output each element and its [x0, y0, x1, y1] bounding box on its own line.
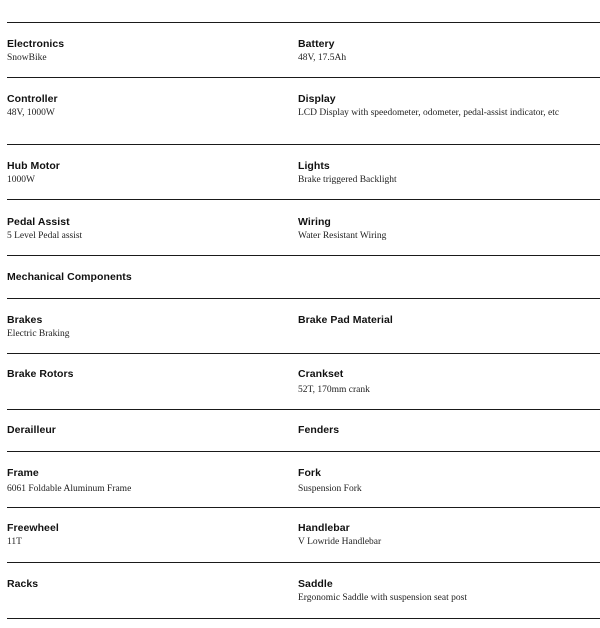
row-divider	[7, 144, 600, 145]
spec-label: Fenders	[298, 424, 340, 436]
spec-value: V Lowride Handlebar	[298, 537, 382, 547]
row-divider	[7, 507, 600, 508]
spec-value: 1000W	[7, 175, 35, 185]
section-heading-mechanical-components	[7, 271, 297, 284]
spec-cell-hub-motor	[7, 160, 297, 187]
spec-label: Lights	[298, 160, 330, 172]
spec-label: Controller	[7, 93, 58, 105]
spec-cell-brake-pad-material	[298, 314, 594, 328]
spec-cell-derailleur	[7, 424, 297, 438]
spec-cell-freewheel	[7, 522, 297, 549]
spec-label: Derailleur	[7, 424, 56, 436]
spec-label: Crankset	[298, 368, 344, 380]
spec-label: Battery	[298, 38, 335, 50]
spec-label: Saddle	[298, 578, 333, 590]
spec-cell-fenders	[298, 424, 594, 438]
spec-cell-wiring	[298, 216, 594, 243]
spec-value: Ergonomic Saddle with suspension seat post	[298, 593, 467, 603]
spec-label: Electronics	[7, 38, 65, 50]
spec-label: Fork	[298, 467, 321, 479]
spec-value: SnowBike	[7, 53, 47, 63]
row-divider	[7, 562, 600, 563]
row-divider	[7, 298, 600, 299]
spec-cell-battery	[298, 38, 594, 65]
spec-cell-fork	[298, 467, 594, 496]
row-divider	[7, 255, 600, 256]
spec-value: 48V, 17.5Ah	[298, 53, 347, 63]
row-divider	[7, 77, 600, 78]
spec-value: 52T, 170mm crank	[298, 385, 370, 395]
spec-cell-pedal-assist	[7, 216, 297, 243]
row-divider	[7, 353, 600, 354]
spec-label: Handlebar	[298, 522, 350, 534]
spec-value: LCD Display with speedometer, odometer, pedal-assist indicator, etc	[298, 108, 560, 118]
row-divider	[7, 22, 600, 23]
spec-cell-handlebar	[298, 522, 594, 549]
spec-label: Brake Pad Material	[298, 314, 393, 326]
spec-value: Electric Braking	[7, 329, 70, 339]
spec-label: Racks	[7, 578, 39, 590]
section-heading: Mechanical Components	[7, 271, 132, 283]
spec-cell-crankset	[298, 368, 594, 397]
spec-value: Brake triggered Backlight	[298, 175, 397, 185]
spec-value: 11T	[7, 537, 22, 547]
spec-cell-frame	[7, 467, 297, 496]
spec-label: Wiring	[298, 216, 331, 228]
spec-cell-saddle	[298, 578, 594, 605]
spec-cell-brake-rotors	[7, 368, 297, 382]
row-divider	[7, 409, 600, 410]
spec-cell-brakes	[7, 314, 297, 341]
spec-label: Frame	[7, 467, 39, 479]
spec-label: Brake Rotors	[7, 368, 74, 380]
row-divider	[7, 451, 600, 452]
spec-cell-electronics	[7, 38, 297, 65]
spec-cell-lights	[298, 160, 594, 187]
spec-label: Brakes	[7, 314, 43, 326]
spec-label: Freewheel	[7, 522, 59, 534]
spec-value: 5 Level Pedal assist	[7, 231, 83, 241]
spec-label: Display	[298, 93, 336, 105]
spec-value: Water Resistant Wiring	[298, 231, 387, 241]
spec-cell-controller	[7, 93, 297, 120]
row-divider	[7, 199, 600, 200]
spec-value: Suspension Fork	[298, 484, 362, 494]
spec-cell-racks	[7, 578, 297, 592]
spec-label: Pedal Assist	[7, 216, 70, 228]
spec-label: Hub Motor	[7, 160, 60, 172]
row-divider	[7, 618, 600, 619]
spec-value: 48V, 1000W	[7, 108, 55, 118]
spec-value: 6061 Foldable Aluminum Frame	[7, 484, 132, 494]
spec-cell-display	[298, 93, 594, 120]
